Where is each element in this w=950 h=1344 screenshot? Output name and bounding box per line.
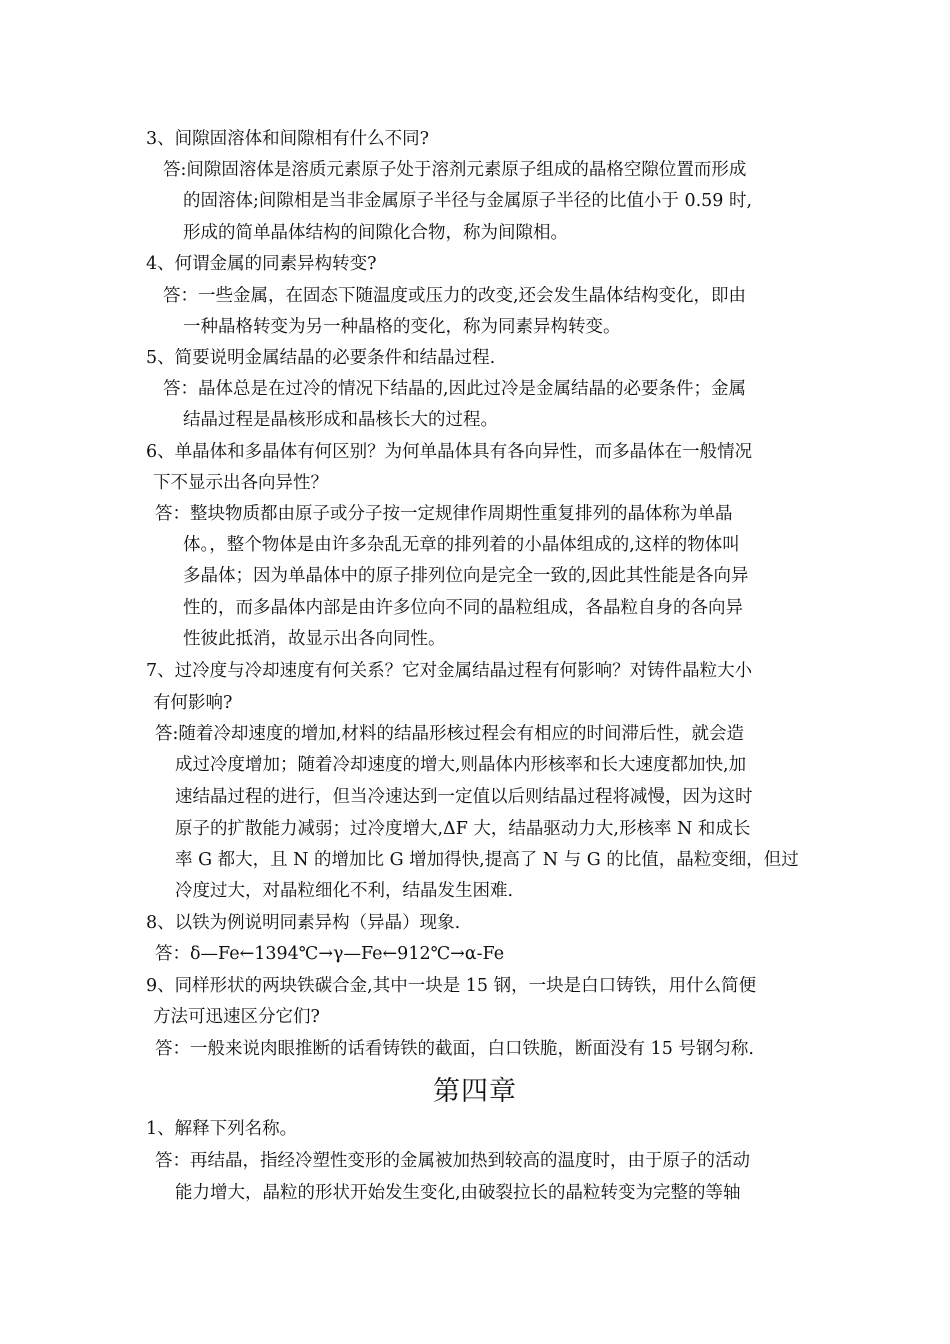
ch4-question-1: 1、解释下列名称。: [146, 1119, 298, 1139]
answer-3-line-2: 的固溶体;间隙相是当非金属原子半径与金属原子半径的比值小于 0.59 时,: [183, 191, 753, 211]
answer-7-line-1: 答:随着冷却速度的增加,材料的结晶形核过程会有相应的时间滞后性，就会造: [155, 724, 744, 744]
answer-3-line-3: 形成的简单晶体结构的间隙化合物，称为间隙相。: [183, 223, 568, 243]
answer-7-line-6: 冷度过大，对晶粒细化不利，结晶发生困难.: [175, 881, 514, 901]
answer-6-line-3: 多晶体；因为单晶体中的原子排列位向是完全一致的,因此其性能是各向异: [183, 566, 749, 586]
question-9-line-2: 方法可迅速区分它们?: [153, 1007, 320, 1027]
answer-7-line-2: 成过冷度增加；随着冷却速度的增大,则晶体内形核率和长大速度都加快,加: [175, 755, 747, 775]
answer-7-line-3: 速结晶过程的进行，但当冷速达到一定值以后则结晶过程将减慢，因为这时: [175, 787, 753, 807]
answer-9: 答：一般来说肉眼推断的话看铸铁的截面，白口铁脆，断面没有 15 号钢匀称.: [155, 1039, 754, 1059]
question-3: 3、间隙固溶体和间隙相有什么不同?: [146, 129, 430, 149]
answer-7-line-4: 原子的扩散能力减弱；过冷度增大,ΔF 大，结晶驱动力大,形核率 N 和成长: [175, 819, 751, 839]
question-8: 8、以铁为例说明同素异构（异晶）现象.: [146, 913, 461, 933]
answer-4-line-1: 答：一些金属，在固态下随温度或压力的改变,还会发生晶体结构变化，即由: [163, 286, 747, 306]
answer-5-line-2: 结晶过程是晶核形成和晶核长大的过程。: [183, 410, 498, 430]
question-7-line-1: 7、过冷度与冷却速度有何关系？它对金属结晶过程有何影响？对铸件晶粒大小: [146, 661, 753, 681]
answer-6-line-2: 体。，整个物体是由许多杂乱无章的排列着的小晶体组成的,这样的物体叫: [183, 535, 740, 555]
chapter-heading: 第四章: [433, 1076, 517, 1107]
answer-7-line-5: 率 G 都大，且 N 的增加比 G 增加得快,提高了 N 与 G 的比值，晶粒变细，但过: [175, 850, 799, 870]
question-4: 4、何谓金属的同素异构转变?: [146, 254, 377, 274]
question-6-line-1: 6、单晶体和多晶体有何区别？为何单晶体具有各向异性，而多晶体在一般情况: [146, 442, 753, 462]
question-7-line-2: 有何影响?: [153, 693, 233, 713]
answer-6-line-1: 答：整块物质都由原子或分子按一定规律作周期性重复排列的晶体称为单晶: [155, 504, 733, 524]
answer-4-line-2: 一种晶格转变为另一种晶格的变化，称为同素异构转变。: [183, 317, 621, 337]
answer-6-line-4: 性的，而多晶体内部是由许多位向不同的晶粒组成，各晶粒自身的各向异: [183, 598, 743, 618]
answer-5-line-1: 答：晶体总是在过冷的情况下结晶的,因此过冷是金属结晶的必要条件；金属: [163, 379, 747, 399]
answer-8: 答：δ—Fe←1394℃→γ—Fe←912℃→α-Fe: [155, 944, 505, 964]
question-5: 5、简要说明金属结晶的必要条件和结晶过程.: [146, 348, 496, 368]
ch4-answer-1-line-1: 答：再结晶，指经冷塑性变形的金属被加热到较高的温度时，由于原子的活动: [155, 1151, 750, 1171]
answer-3-line-1: 答:间隙固溶体是溶质元素原子处于溶剂元素原子组成的晶格空隙位置而形成: [163, 160, 747, 180]
ch4-answer-1-line-2: 能力增大，晶粒的形状开始发生变化,由破裂拉长的晶粒转变为完整的等轴: [175, 1183, 741, 1203]
question-9-line-1: 9、同样形状的两块铁碳合金,其中一块是 15 钢，一块是白口铸铁，用什么简便: [146, 976, 757, 996]
question-6-line-2: 下不显示出各向异性？: [153, 473, 328, 493]
answer-6-line-5: 性彼此抵消，故显示出各向同性。: [183, 629, 446, 649]
